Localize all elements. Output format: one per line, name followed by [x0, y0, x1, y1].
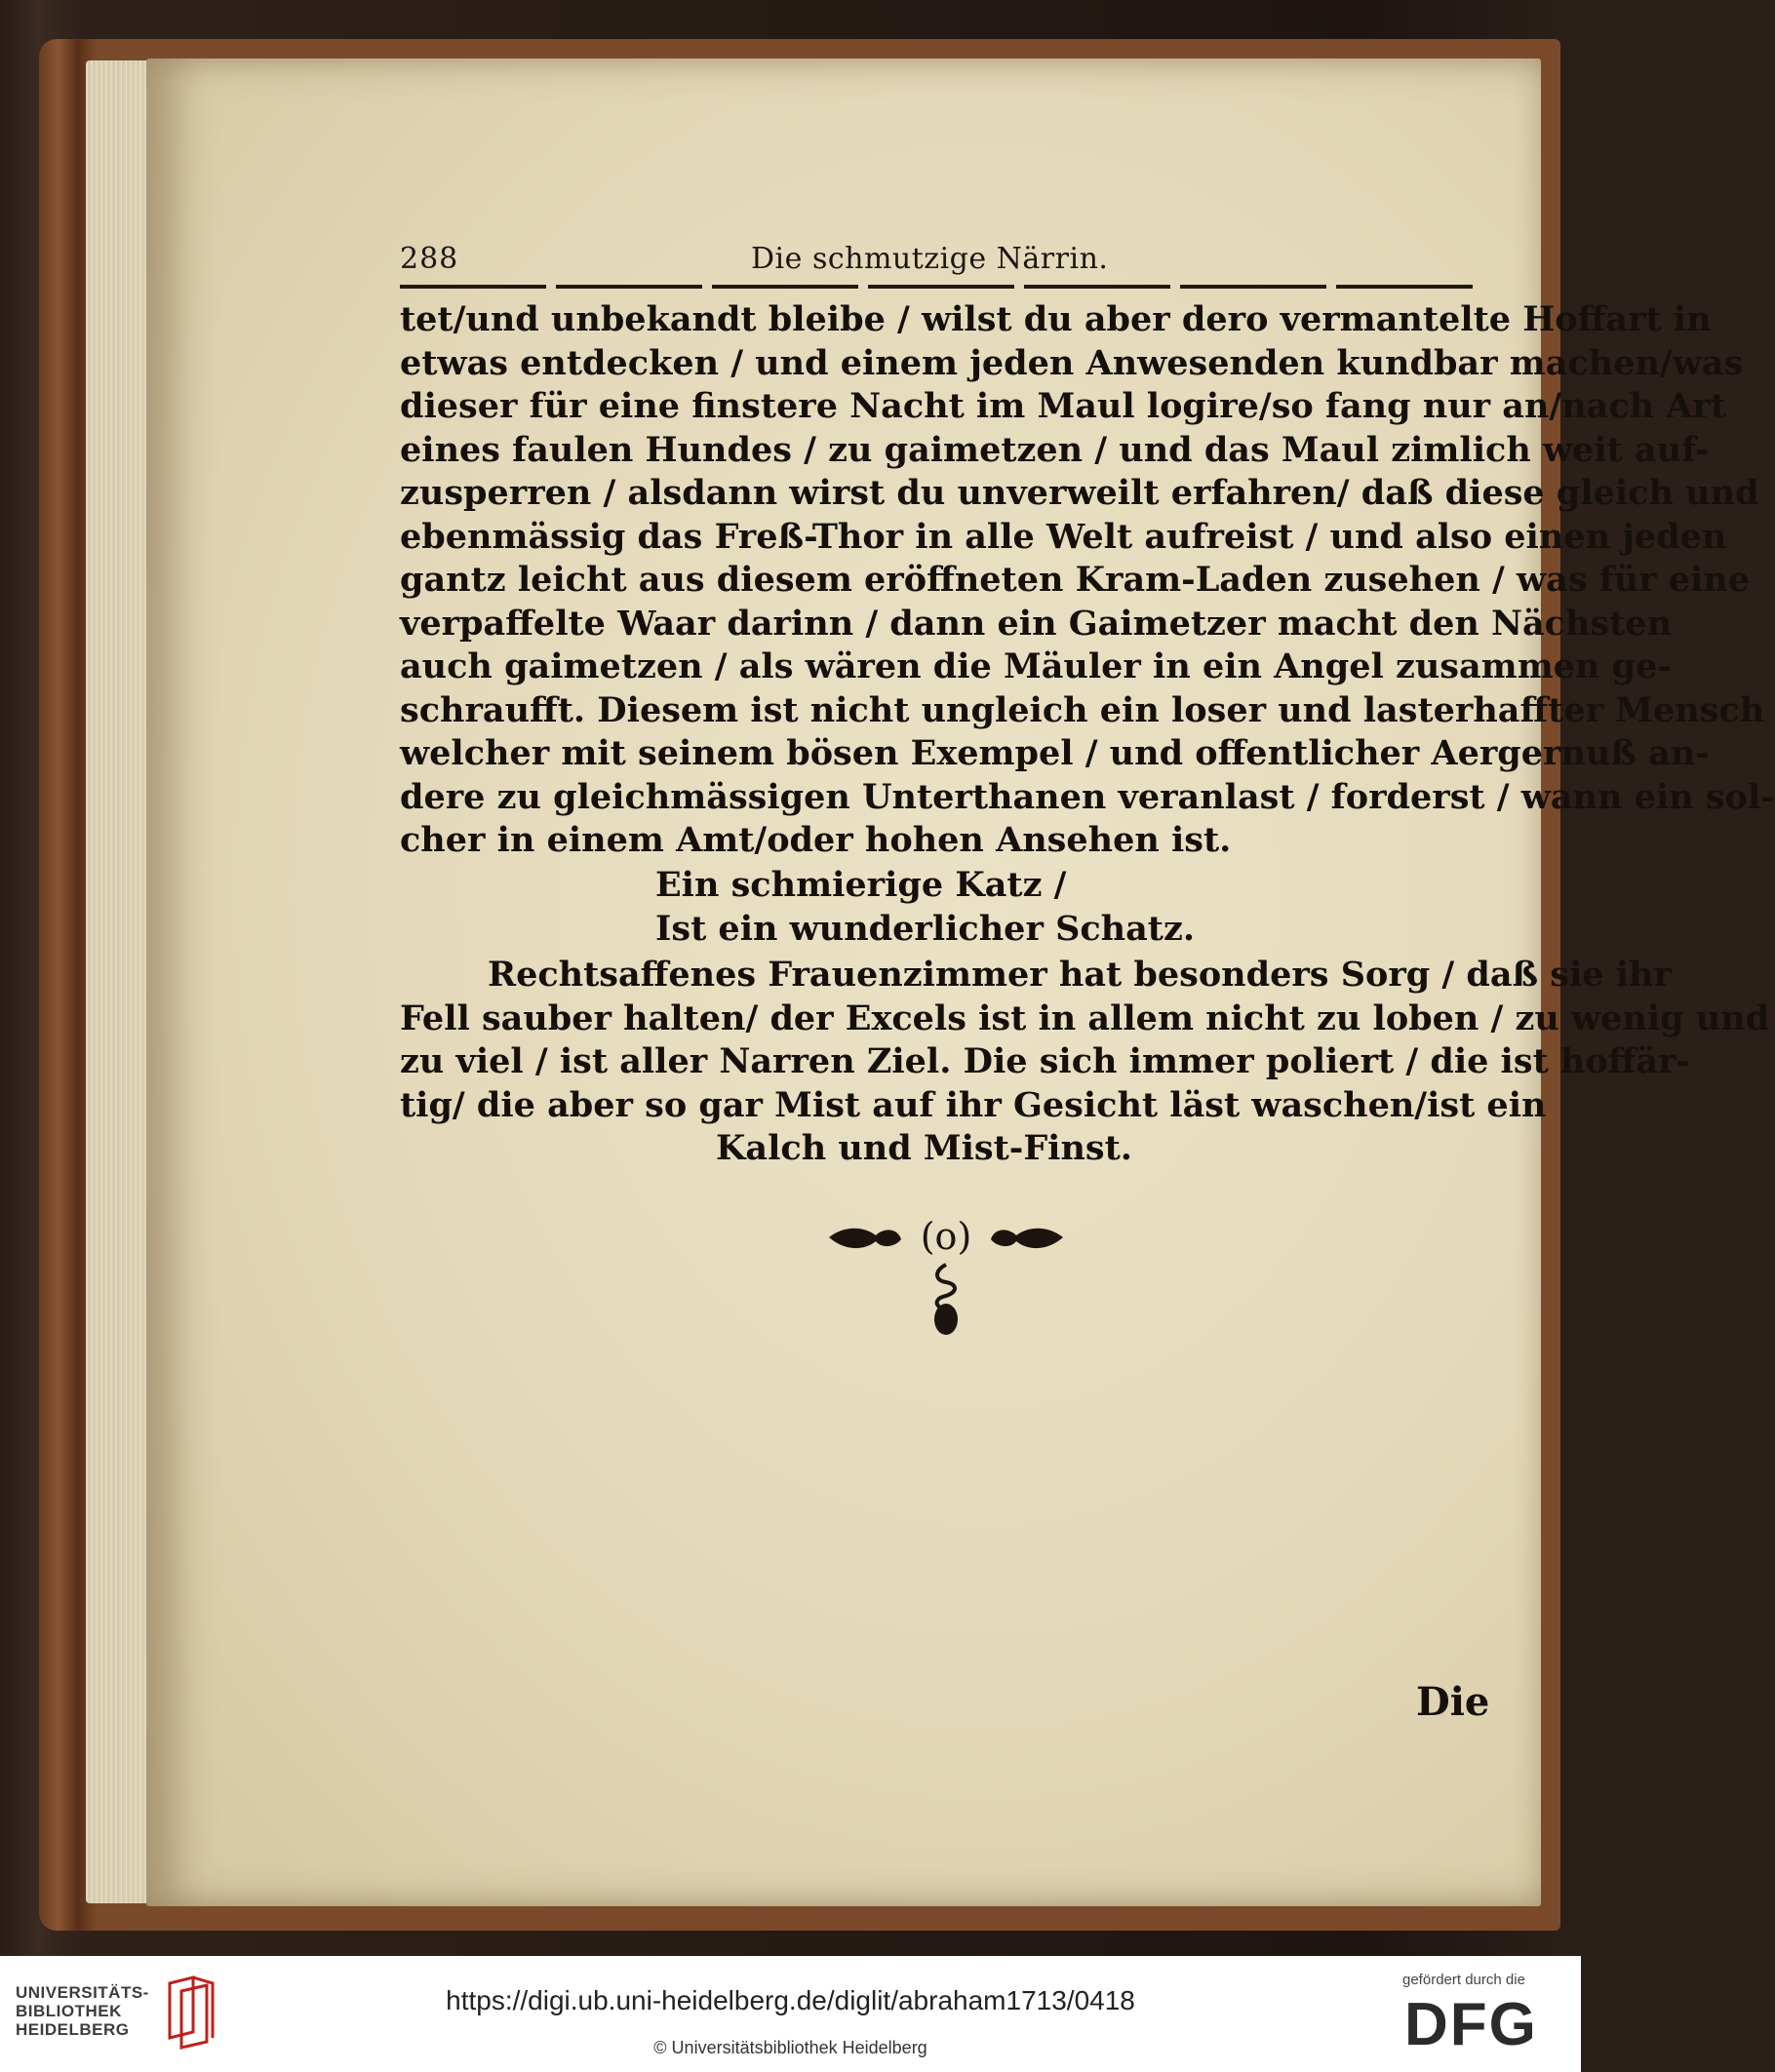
ornament-stem [937, 1265, 955, 1308]
funding-note: gefördert durch die [1402, 1972, 1525, 1988]
text-line: tet/und unbekandt bleibe / wilst du aber dero vermantelte Hoffart in [400, 299, 1712, 339]
dfg-logo: DFG [1404, 1991, 1538, 2058]
text-line: ebenmässig das Freß-Thor in alle Welt aufreist / und also einen jeden [400, 516, 1727, 557]
text-line: Rechtsaffenes Frauenzimmer hat besonders Sorg / daß sie ihr [488, 955, 1672, 995]
text-line: dieser für eine finstere Nacht im Maul logire/so fang nur an/nach Art [400, 386, 1727, 426]
verse-line-1: Ein schmierige Katz / [655, 865, 1067, 905]
running-title: Die schmutzige Närrin. [751, 242, 1109, 276]
library-name-line: HEIDELBERG [16, 2020, 130, 2039]
text-line: auch gaimetzen / als wären die Mäuler in ein Angel zusammen ge- [400, 646, 1672, 686]
text-line: gantz leicht aus diesem eröffneten Kram-Laden zusehen / was für eine [400, 560, 1751, 600]
text-line: eines faulen Hundes / zu gaimetzen / und das Maul zimlich weit auf- [400, 429, 1710, 470]
viewer-footer [0, 1956, 1581, 2072]
ornament-left-scroll [829, 1229, 901, 1248]
text-line: welcher mit seinem bösen Exempel / und offentlicher Aergernuß an- [400, 733, 1710, 773]
ornament-drop [934, 1304, 958, 1335]
ornament-text: (o) [920, 1215, 972, 1258]
page-number: 288 [400, 242, 459, 276]
text-line: etwas entdecken / und einem jeden Anwesenden kundbar machen/was [400, 342, 1744, 383]
page-header [400, 242, 1473, 276]
verse-line-2: Ist ein wunderlicher Schatz. [655, 909, 1196, 949]
text-line: dere zu gleichmässigen Unterthanen veranlast / forderst / wann ein sol- [400, 776, 1775, 817]
text-line: zu viel / ist aller Narren Ziel. Die sich immer poliert / die ist hoffär- [400, 1041, 1691, 1081]
text-line: Fell sauber halten/ der Excels ist in allem nicht zu loben / zu wenig und [400, 997, 1770, 1038]
ornament-right-scroll [991, 1229, 1063, 1248]
text-line: verpaffelte Waar darinn / dann ein Gaimetzer macht den Nächsten [400, 603, 1673, 644]
text-line: zusperren / alsdann wirst du unverweilt erfahren/ daß diese gleich und [400, 473, 1759, 513]
library-name-line: BIBLIOTHEK [16, 2002, 122, 2020]
header-rule [400, 285, 1473, 289]
text-line: cher in einem Amt/oder hohen Ansehen ist. [400, 820, 1232, 860]
paragraph-1 [400, 298, 1775, 863]
tailpiece-ornament [819, 1214, 1073, 1341]
text-line: Kalch und Mist-Finst. [716, 1128, 1132, 1168]
permalink-url[interactable]: https://digi.ub.uni-heidelberg.de/diglit/abraham1713/0418 [446, 1985, 1135, 2015]
library-name-line: UNIVERSITÄTS- [16, 1983, 149, 2002]
catchword: Die [1416, 1679, 1490, 1725]
text-line: tig/ die aber so gar Mist auf ihr Gesicht läst waschen/ist ein [400, 1084, 1547, 1125]
paragraph-2 [400, 954, 1770, 1171]
copyright-notice: © Universitätsbibliothek Heidelberg [653, 2038, 927, 2057]
text-line: schraufft. Diesem ist nicht ungleich ein loser und lasterhaffter Mensch [400, 689, 1765, 730]
